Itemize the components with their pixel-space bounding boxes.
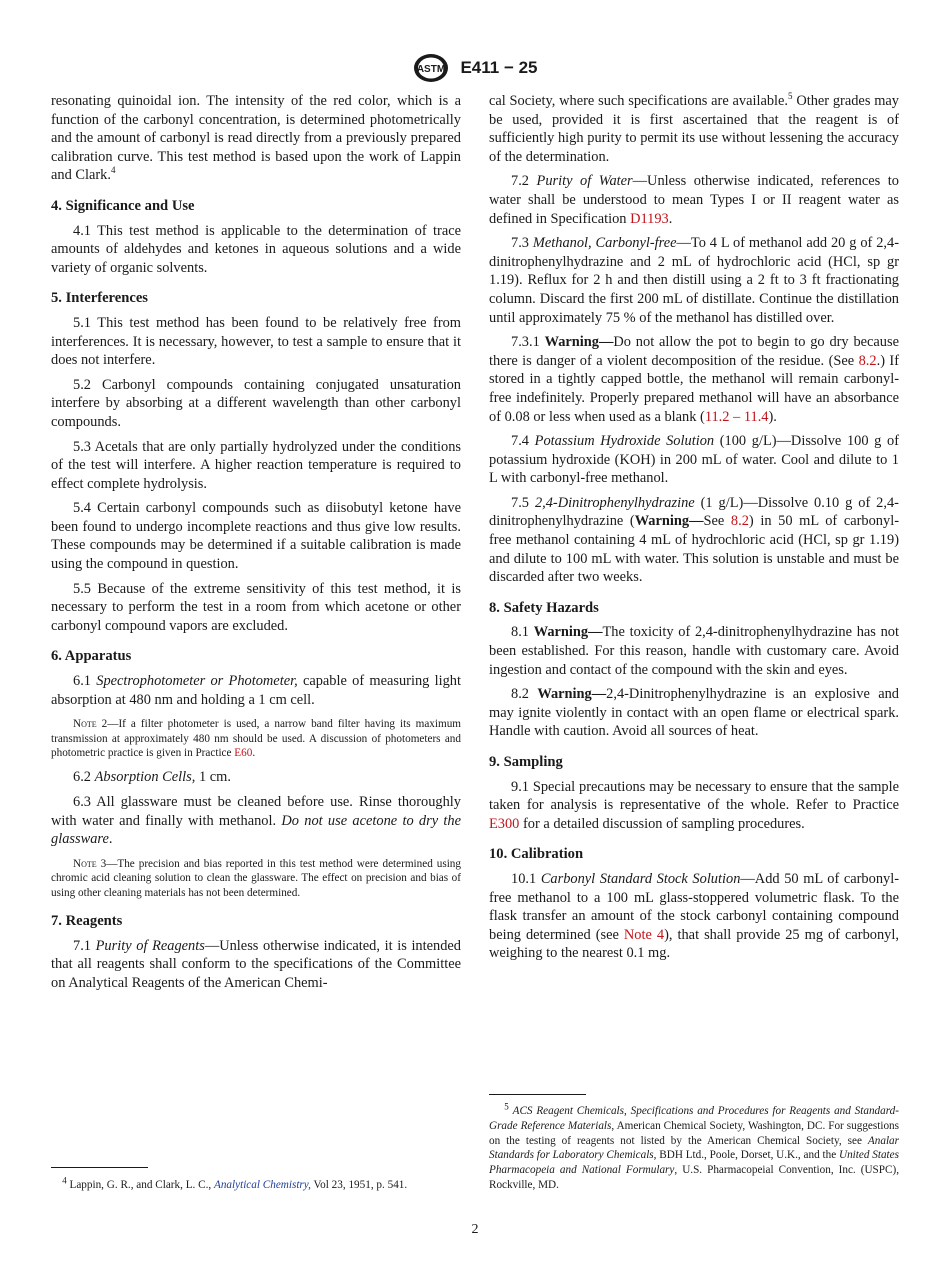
link-e60[interactable]: E60 (234, 747, 253, 760)
paragraph-6-1: 6.1 Spectrophotometer or Photometer, capable of measuring light absorption at 480 nm and holding a 1 cm cell. (51, 673, 461, 708)
paragraph-7-3: 7.3 Methanol, Carbonyl-free—To 4 L of methanol add 20 g of 2,4-dinitrophenylhydrazine and 2 mL of hydrochloric acid (HCl, sp gr 1.19). Reflux for 2 h and then distill using a 2 ft to 3 ft fractionating column. Discard the first 200 mL of distillate. Continue the distillation until approximately 75 % of the methanol has distilled over. (489, 235, 899, 326)
paragraph-8-2: 8.2 Warning—2,4-Dinitrophenylhydrazine is an explosive and may ignite violently in contact with an open flame or electrical spark. Handle with caution. Avoid all sources of heat. (489, 686, 899, 740)
footnote-rule-left (51, 1167, 148, 1168)
astm-logo-icon (412, 52, 450, 84)
right-column (489, 92, 899, 969)
paragraph-7-1: 7.1 Purity of Reagents—Unless otherwise indicated, it is intended that all reagents shall conform to the specifications of the Committee on Analytical Reagents of the American Chemi- (51, 937, 461, 991)
paragraph-10-1: 10.1 Carbonyl Standard Stock Solution—Add 50 mL of carbonyl-free methanol to a 100 mL glass-stoppered volumetric flask. To the flask transfer an amount of the stock carbonyl containing compound being determined (see Note 4), that shall provide 25 mg of carbonyl, weighing to the nearest 0.1 mg. (489, 870, 900, 962)
paragraph-7-4: 7.4 Potassium Hydroxide Solution (100 g/L)—Dissolve 100 g of potassium hydroxide (KOH) in 200 mL of water. Cool and dilute to 1 L with carbonyl-free methanol. (489, 433, 900, 487)
footnote-5: $^5$ ACS Reagent Chemicals, Specifications and Procedures for Reagents and Standard-Grade Reference Materials, American Chemical Society, Washington, DC. For suggestions on the testing of reagents not listed by the American Chemical Society, see Analar Standards for Laboratory Chemicals, BDH Ltd., Poole, Dorset, U.K., and the United States Pharmacopeia and National Formulary, U.S. Pharmacopeial Convention, Inc. (USPC), Rockville, MD. (489, 1101, 900, 1191)
section-heading-7: 7. Reagents (51, 913, 123, 930)
paragraph-4-1: 4.1 This test method is applicable to the determination of trace amounts of aldehydes and ketones in aqueous solutions and a wide variety of organic solvents. (51, 222, 461, 276)
link-8-2-b[interactable]: 8.2 (730, 513, 749, 530)
section-heading-5: 5. Interferences (51, 290, 148, 307)
paragraph-5-5: 5.5 Because of the extreme sensitivity of this test method, it is necessary to perform the test in a room from which acetone or other carbonyl compound vapors are excluded. (51, 580, 461, 634)
footnote-ref-4[interactable]: 4 (110, 165, 116, 176)
document-designation: E411 − 25 (460, 58, 538, 77)
paragraph-6-2: 6.2 Absorption Cells, 1 cm. (73, 769, 231, 786)
note-3: Note 3—The precision and bias reported in this test method were determined using chromic acid cleaning solution to clean the glassware. The effect on precision and bias of using other cleaning materials has not been determined. (51, 857, 461, 899)
paragraph-7-3-1: 7.3.1 Warning—Do not allow the pot to begin to go dry because there is danger of a violent decomposition of the residue. (See 8.2.) If stored in a tightly capped bottle, the methanol will remain carbonyl-free indefinitely. Properly prepared methanol will have an absorbance of 0.08 or less when used as a blank (11.2 – 11.4). (489, 334, 899, 425)
link-analytical-chemistry[interactable]: Analytical Chemistry, (213, 1179, 311, 1191)
paragraph-8-1: 8.1 Warning—The toxicity of 2,4-dinitrophenylhydrazine has not been established. For this reason, handle with customary care. Avoid ingestion and contact of the compound with the skin and eyes. (489, 624, 899, 678)
footnote-4: $^4$ Lappin, G. R., and Clark, L. C., Analytical Chemistry, Vol 23, 1951, p. 541. (62, 1175, 408, 1191)
page-header (0, 52, 950, 84)
link-8-2[interactable]: 8.2 (858, 352, 877, 369)
svg-text:ASTM: ASTM (417, 64, 446, 75)
page-number: 2 (471, 1222, 479, 1237)
link-11-2-11-4[interactable]: 11.2 – 11.4 (704, 408, 769, 425)
paragraph-7-2: 7.2 Purity of Water—Unless otherwise indicated, references to water shall be understood to mean Types I or II reagent water as defined in Specification D1193. (489, 173, 899, 227)
link-d1193[interactable]: D1193 (630, 210, 669, 227)
paragraph-7-1-continued: cal Society, where such specifications are available.$^5$ Other grades may be used, provided it is first ascertained that the reagent is of sufficiently high purity to permit its use without lessening the accuracy of the determination. (489, 91, 899, 165)
link-note-4[interactable]: Note 4 (623, 926, 665, 943)
paragraph-5-3: 5.3 Acetals that are only partially hydrolyzed under the conditions of the test will interfere. A higher reaction temperature is required to effect complete hydrolysis. (51, 438, 461, 492)
footnote-rule-right (489, 1094, 586, 1095)
link-e300[interactable]: E300 (489, 815, 520, 832)
paragraph-6-3: 6.3 All glassware must be cleaned before use. Rinse thoroughly with water and finally with methanol. Do not use acetone to dry the glassware. (51, 794, 461, 848)
left-column (51, 92, 461, 998)
paragraph-5-1: 5.1 This test method has been found to be relatively free from interferences. It is necessary, however, to test a sample to ensure that it does not interfere. (51, 314, 461, 369)
section-heading-4: 4. Significance and Use (51, 197, 195, 214)
section-heading-6: 6. Apparatus (51, 648, 132, 665)
paragraph-9-1: 9.1 Special precautions may be necessary to ensure that the sample taken for analysis is representative of the whole. Refer to Practice E300 for a detailed discussion of sampling procedures. (489, 778, 899, 832)
note-2: Note 2—If a filter photometer is used, a narrow band filter having its maximum transmission at approximately 480 nm should be used. A discussion of photometers and photometric practice is given in Practice E60. (51, 718, 461, 760)
section-heading-10: 10. Calibration (489, 846, 584, 863)
intro-paragraph: resonating quinoidal ion. The intensity of the red color, which is a function of the carbonyl concentration, is determined photometrically and the amount of carbonyl is read directly from a previously prepared calibration curve. This test method is based upon the work of Lappin and Clark.$^4$ (51, 93, 461, 184)
paragraph-5-2: 5.2 Carbonyl compounds containing conjugated unsaturation interfere by absorbing at a different wavelength than other carbonyl compounds. (51, 376, 461, 430)
footnote-ref-5[interactable]: 5 (788, 91, 793, 102)
paragraph-7-5: 7.5 2,4-Dinitrophenylhydrazine (1 g/L)—Dissolve 0.10 g of 2,4-dinitrophenylhydrazine (Warning—See 8.2) in 50 mL of carbonyl-free methanol containing 4 mL of hydrochloric acid (HCl, sp gr 1.19) and dilute to 100 mL with water. This solution is unstable and must be discarded after two weeks. (489, 494, 899, 586)
paragraph-5-4: 5.4 Certain carbonyl compounds such as diisobutyl ketone have been found to undergo incomplete reactions and thus give low results. These compounds may be determined if a suitable calibration is made using the compound in question. (51, 500, 461, 573)
section-heading-8: 8. Safety Hazards (489, 599, 599, 616)
section-heading-9: 9. Sampling (489, 754, 563, 770)
